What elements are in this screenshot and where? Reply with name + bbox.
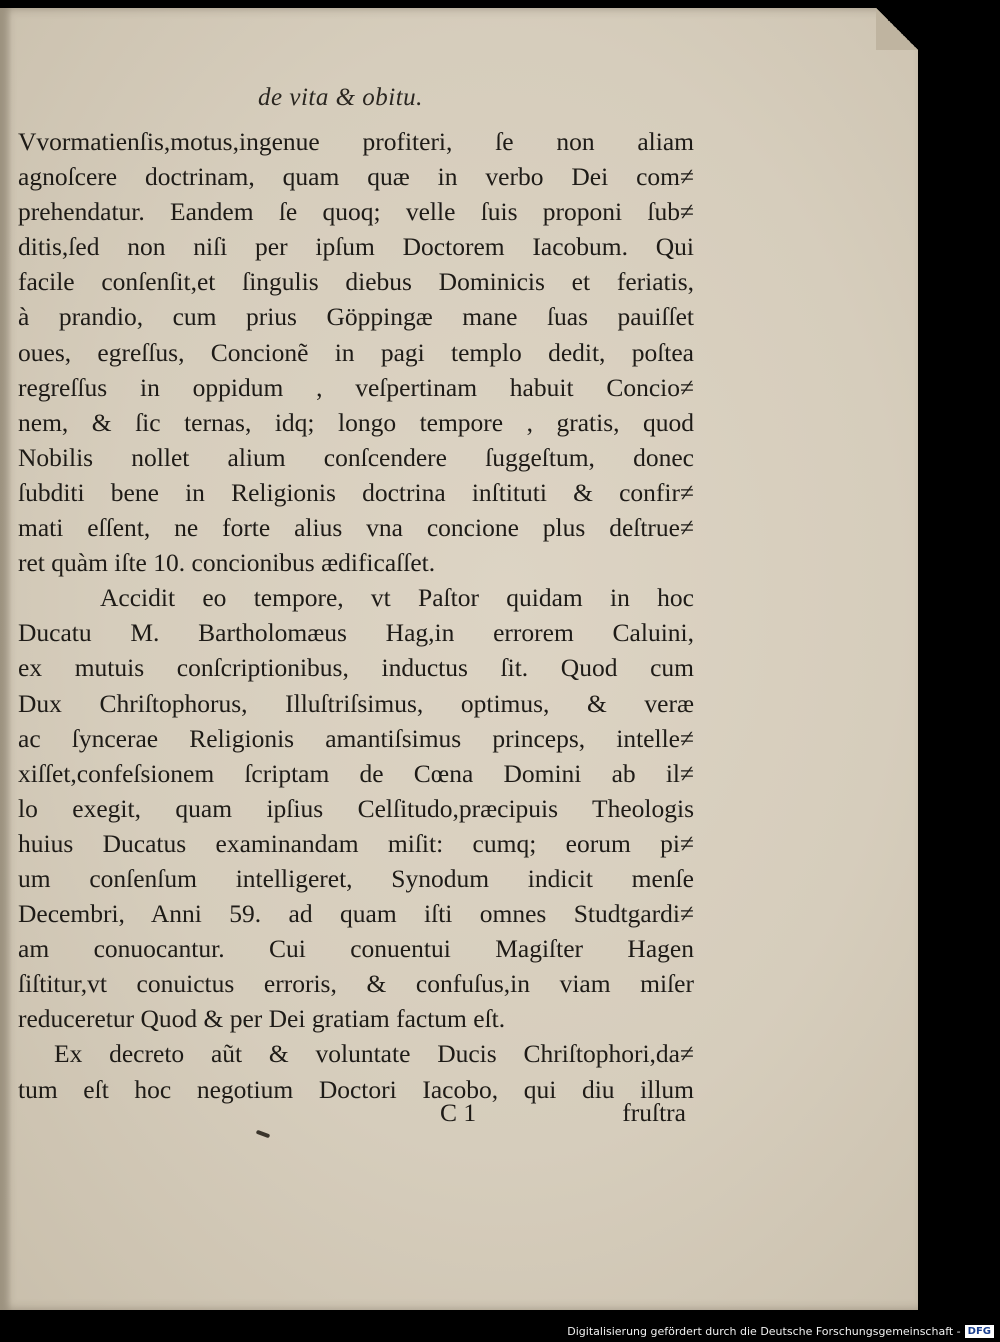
text-line: am conuocantur. Cui conuentui Magiſter Hagen bbox=[18, 934, 694, 964]
text-line: Decembri, Anni 59. ad quam iſti omnes Studtgardi≠ bbox=[18, 899, 694, 929]
dfg-logo: DFG bbox=[965, 1325, 994, 1338]
text-line: Ducatu M. Bartholomæus Hag,in errorem Caluini, bbox=[18, 618, 694, 648]
text-line: um conſenſum intelligeret, Synodum indicit menſe bbox=[18, 863, 694, 893]
text-line: facile conſenſit,et ſingulis diebus Dominicis et feriatis, bbox=[18, 267, 694, 297]
text-line: Dux Chriſtophorus, Illuſtriſsimus, optimus, & veræ bbox=[18, 688, 694, 718]
text-line: agnoſcere doctrinam, quam quæ in verbo Dei com≠ bbox=[18, 162, 694, 192]
text-line: tum eſt hoc negotium Doctori Iacobo, qui diu illum bbox=[18, 1074, 694, 1104]
text-line: Ex decreto aũt & voluntate Ducis Chriſtophori,da≠ bbox=[54, 1039, 694, 1069]
text-line: Accidit eo tempore, vt Paſtor quidam in hoc bbox=[100, 583, 694, 613]
text-line: à prandio, cum prius Göppingæ mane ſuas pauiſſet bbox=[18, 302, 694, 332]
binding-shadow bbox=[0, 8, 12, 1310]
digitization-credit bbox=[567, 1325, 994, 1338]
text-line: ex mutuis conſcriptionibus, inductus ſit. Quod cum bbox=[18, 653, 694, 683]
credit-text: Digitalisierung gefördert durch die Deutsche Forschungsgemeinschaft - bbox=[567, 1325, 961, 1338]
body-text bbox=[18, 124, 694, 1107]
text-line: ditis,ſed non niſi per ipſum Doctorem Iacobum. Qui bbox=[18, 232, 694, 262]
text-line: reduceretur Quod & per Dei gratiam factum eſt. bbox=[18, 1004, 506, 1034]
signature-mark: C 1 bbox=[440, 1098, 477, 1127]
page-footer bbox=[440, 1098, 686, 1128]
text-line: oues, egreſſus, Concionẽ in pagi templo dedit, poſtea bbox=[18, 337, 694, 367]
catchword: fruſtra bbox=[622, 1098, 686, 1127]
text-line: ſubditi bene in Religionis doctrina inſtituti & confir≠ bbox=[18, 477, 694, 507]
folded-corner bbox=[876, 8, 918, 50]
text-line: xiſſet,confeſsionem ſcriptam de Cœna Domini ab il≠ bbox=[18, 758, 694, 788]
text-line: nem, & ſic ternas, idq; longo tempore , gratis, quod bbox=[18, 407, 694, 437]
running-header: de vita & obitu. bbox=[258, 84, 423, 111]
text-line: mati eſſent, ne forte alius vna concione plus deſtrue≠ bbox=[18, 513, 694, 543]
text-line: Vvormatienſis,motus,ingenue profiteri, ſe non aliam bbox=[18, 127, 694, 156]
text-line: ac ſyncerae Religionis amantiſsimus princeps, intelle≠ bbox=[18, 723, 694, 753]
text-line: lo exegit, quam ipſius Celſitudo,præcipuis Theologis bbox=[18, 793, 694, 823]
text-line: huius Ducatus examinandam miſit: cumq; eorum pi≠ bbox=[18, 828, 694, 858]
text-line: ſiſtitur,vt conuictus erroris, & confuſus,in viam miſer bbox=[18, 969, 694, 999]
text-line: Nobilis nollet alium conſcendere ſuggeſtum, donec bbox=[18, 442, 694, 472]
text-line: ret quàm iſte 10. concionibus ædificaſſet. bbox=[18, 548, 436, 578]
text-line: prehendatur. Eandem ſe quoq; velle ſuis proponi ſub≠ bbox=[18, 197, 694, 227]
text-line: regreſſus in oppidum , veſpertinam habuit Concio≠ bbox=[18, 372, 694, 402]
